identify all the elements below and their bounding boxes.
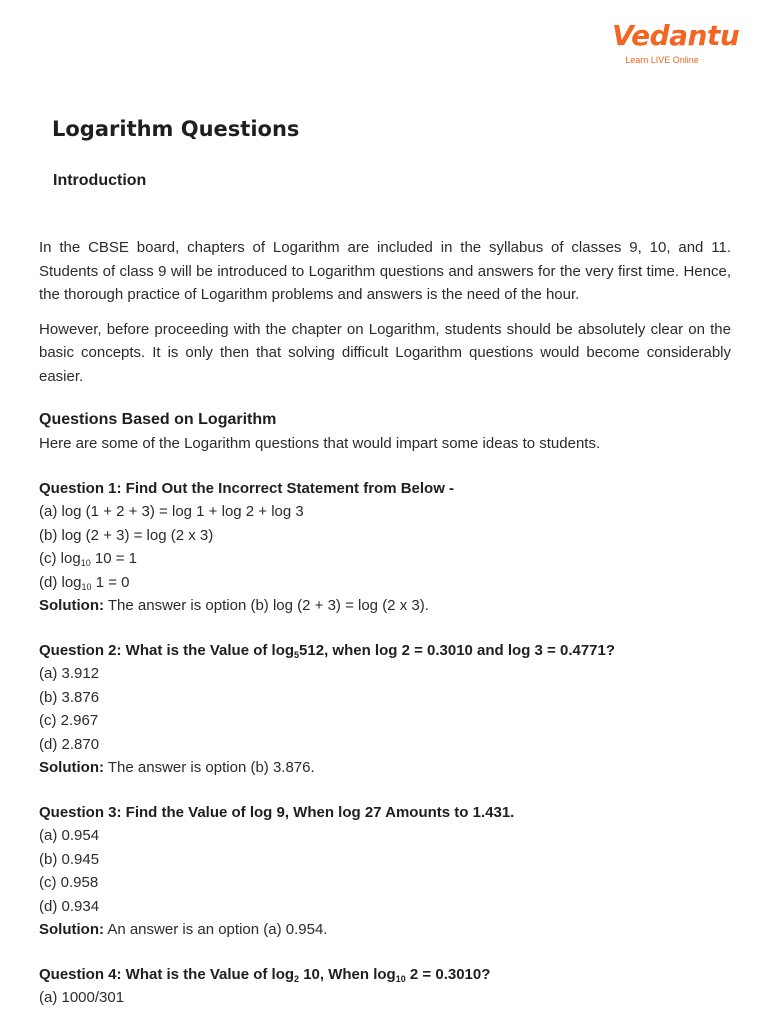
question-3 [39,801,731,942]
logo-tagline: Learn LIVE Online [625,55,699,65]
question-2-option-a: (a) 3.912 [39,665,100,682]
question-3-option-d: (d) 0.934 [39,897,100,915]
question-3-option-a: (a) 0.954 [39,827,100,844]
question-2-option-c: (c) 2.967 [39,712,99,729]
question-1-title: Question 1: Find Out the Incorrect Statement from Below - [39,479,455,497]
logo-wordmark: Vedantu [612,19,740,52]
question-4 [39,963,731,1010]
vedantu-logo [612,19,740,66]
question-2-option-d: (d) 2.870 [39,735,100,753]
question-1-solution: Solution: The answer is option (b) log (2 + 3) = log (2 x 3). [39,597,429,614]
question-3-title: Question 3: Find the Value of log 9, When log 27 Amounts to 1.431. [39,803,515,821]
page-title: Logarithm Questions [52,117,300,141]
document-body [39,236,731,1010]
intro-paragraph-2: However, before proceeding with the chapter on Logarithm, students should be absolutely clear on the basic concepts. It is only then that solving difficult Logarithm questions would become considerably easier. [39,320,731,385]
question-1-option-d: (d) $\log_{10} 1 = 0$ [39,573,130,592]
question-4-title: Question 4: What is the Value of $\log_2 10$, When $\log_{10} 2 = 0.3010$? [39,965,491,984]
question-2-solution: Solution: The answer is option (b) 3.876. [39,759,315,776]
question-1-option-b: (b) log (2 + 3) = log (2 x 3) [39,526,214,544]
question-3-solution: Solution: An answer is an option (a) 0.954. [39,921,328,938]
question-1-option-c: (c) $\log_{10} 10 = 1$ [39,550,137,568]
question-3-option-b: (b) 0.945 [39,850,100,868]
intro-paragraph-1: In the CBSE board, chapters of Logarithm are included in the syllabus of classes 9, 10, and 11. Students of class 9 will be introduced to Logarithm questions and answers for the very first time. Hence, the thorough practice of Logarithm problems and answers is the need of the hour. [39,239,731,303]
question-3-option-c: (c) 0.958 [39,874,99,891]
question-1-option-a: (a) log (1 + 2 + 3) = log 1 + log 2 + log 3 [39,503,304,520]
question-2-title: Question 2: What is the Value of $\log_5512$, when log 2 = 0.3010 and log 3 = 0.4771? [39,641,616,660]
question-2 [39,639,731,780]
section-description: Here are some of the Logarithm questions that would impart some ideas to students. [39,435,601,452]
question-1 [39,477,731,618]
intro-heading: Introduction [53,172,147,189]
question-4-option-a: (a) 1000/301 [39,989,125,1006]
question-2-option-b: (b) 3.876 [39,688,100,706]
section-heading: Questions Based on Logarithm [39,411,277,428]
